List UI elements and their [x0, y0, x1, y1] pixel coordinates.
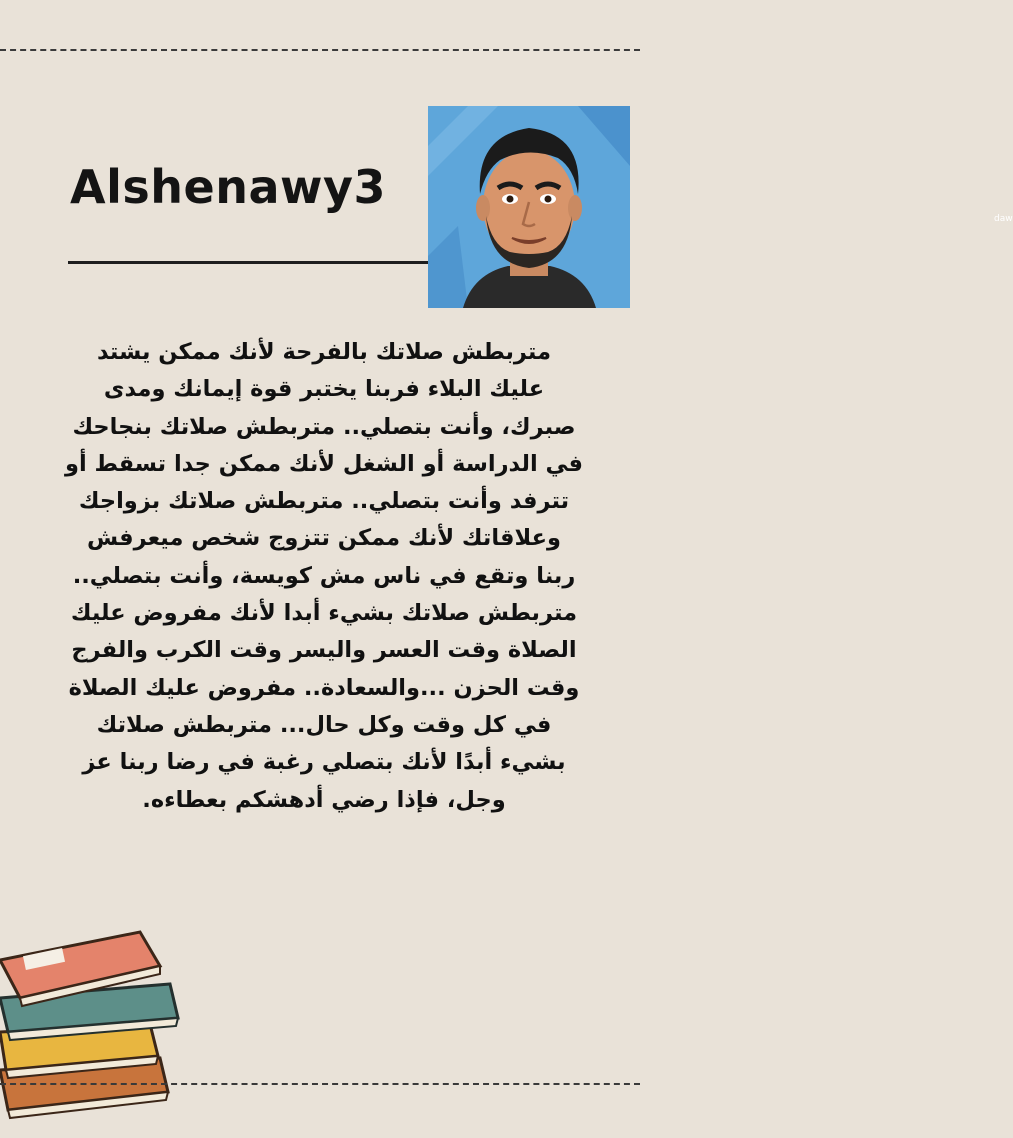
post-body-text: متربطش صلاتك بالفرحة لأنك ممكن يشتد عليك البلاء فربنا يختبر قوة إيمانك ومدى صبرك، وأنت بتصلي.. متربطش صلاتك بنجاحك في الدراسة أو الشغل لأنك ممكن جدا تسقط أو تترفد وأنت بتصلي.. متربطش صلاتك بزواجك وعلاقاتك لأنك ممكن تتزوج شخص ميعرفش ربنا وتقع في ناس مش كويسة، وأنت بتصلي.. متربطش صلاتك بشيء أبدا لأنك مفروض عليك الصلاة وقت العسر واليسر وقت الكرب والفرج وقت الحزن ...والسعادة.. مفروض عليك الصلاة في كل وقت وكل حال... متربطش صلاتك بشيء أبدًا لأنك بتصلي رغبة في رضا ربنا عز وجل، فإذا رضي أدهشكم بعطاءه.: [64, 339, 584, 813]
username-underline: [68, 261, 432, 264]
person-portrait-icon: [428, 106, 630, 308]
stack-of-books-icon: [0, 920, 200, 1130]
avatar-watermark: daw: [994, 214, 1013, 224]
avatar: [428, 106, 1013, 308]
top-dashed-divider: [0, 49, 640, 51]
username: Alshenawy3: [70, 160, 386, 214]
bottom-dashed-divider: [0, 1083, 640, 1085]
